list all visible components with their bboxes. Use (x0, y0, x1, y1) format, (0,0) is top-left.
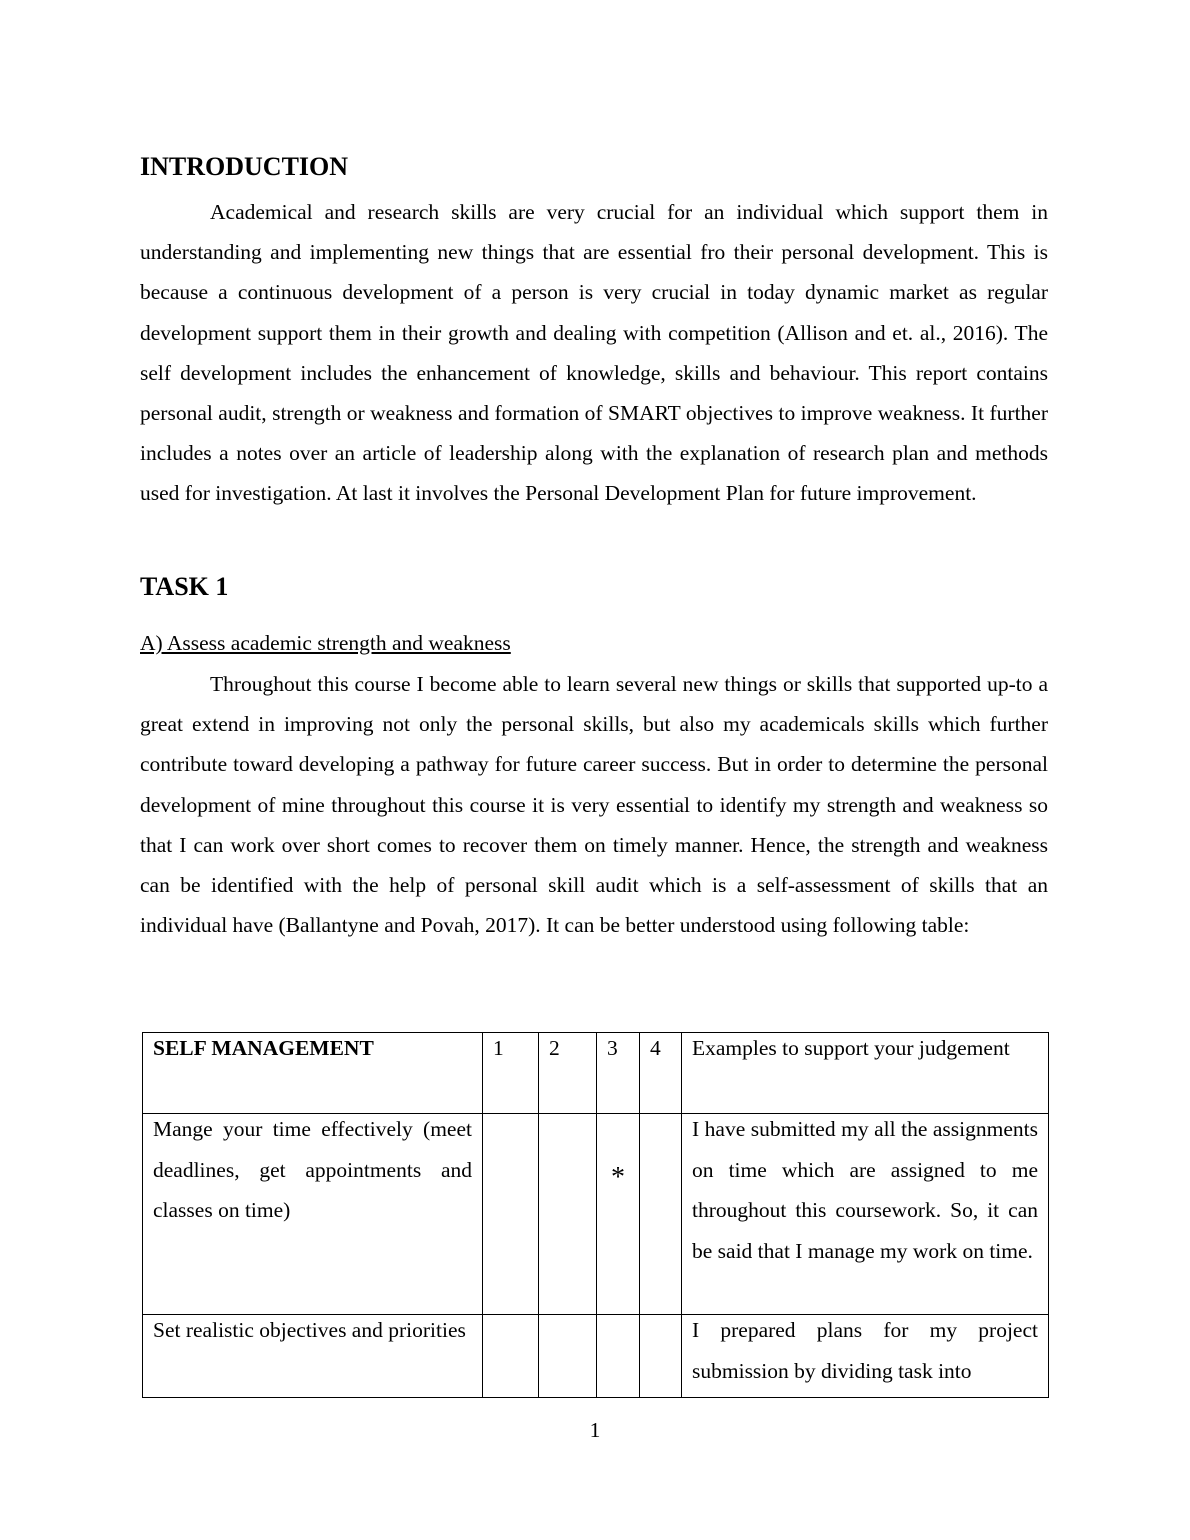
header-cell: Examples to support your judgement (682, 1033, 1049, 1114)
rating-cell (539, 1114, 597, 1315)
task1-paragraph: Throughout this course I become able to learn several new things or skills that supported up-to a great extend in improving not only the personal skills, but also my academicals skills which further contribute toward developing a pathway for future career success. But in order to determine the personal development of mine throughout this course it is very essential to identify my strength and weakness so that I can work over short comes to recover them on timely manner. Hence, the strength and weakness can be identified with the help of personal skill audit which is a self-assessment of skills that an individual have (Ballantyne and Povah, 2017). It can be better understood using following table: (140, 672, 1048, 938)
skill-audit-table (142, 1032, 1049, 1398)
header-cell: SELF MANAGEMENT (143, 1033, 483, 1114)
intro-paragraph: Academical and research skills are very crucial for an individual which support them in understanding and implementing new things that are essential fro their personal development. This is because a continuous development of a person is very crucial in today dynamic market as regular development support them in their growth and dealing with competition (Allison and et. al., 2016). The self development includes the enhancement of knowledge, skills and behaviour. This report contains personal audit, strength or weakness and formation of SMART objectives to improve weakness. It further includes a notes over an article of leadership along with the explanation of research plan and methods used for investigation. At last it involves the Personal Development Plan for future improvement. (140, 200, 1048, 506)
rating-cell (640, 1114, 682, 1315)
page-number: 1 (589, 1418, 601, 1442)
skill-cell: Set realistic objectives and priorities (143, 1315, 483, 1398)
rating-cell (539, 1315, 597, 1398)
rating-mark: * (611, 1162, 625, 1193)
table-row (143, 1114, 1049, 1315)
table-header-row (143, 1033, 1049, 1114)
rating-cell (640, 1315, 682, 1398)
subheading-assess: A) Assess academic strength and weakness (140, 631, 511, 655)
header-cell: 3 (597, 1033, 640, 1114)
example-cell: I prepared plans for my project submission by dividing task into (682, 1315, 1049, 1398)
skill-cell: Mange your time effectively (meet deadlines, get appointments and classes on time) (143, 1114, 483, 1315)
section-heading-introduction: INTRODUCTION (140, 152, 349, 181)
rating-cell (483, 1315, 539, 1398)
rating-cell (597, 1315, 640, 1398)
header-cell: 2 (539, 1033, 597, 1114)
section-heading-task1: TASK 1 (140, 572, 229, 601)
table-row (143, 1315, 1049, 1398)
rating-cell (483, 1114, 539, 1315)
header-cell: 4 (640, 1033, 682, 1114)
rating-cell (597, 1114, 640, 1315)
example-cell: I have submitted my all the assignments on time which are assigned to me throughout this coursework. So, it can be said that I manage my work on time. (682, 1114, 1049, 1315)
header-cell: 1 (483, 1033, 539, 1114)
